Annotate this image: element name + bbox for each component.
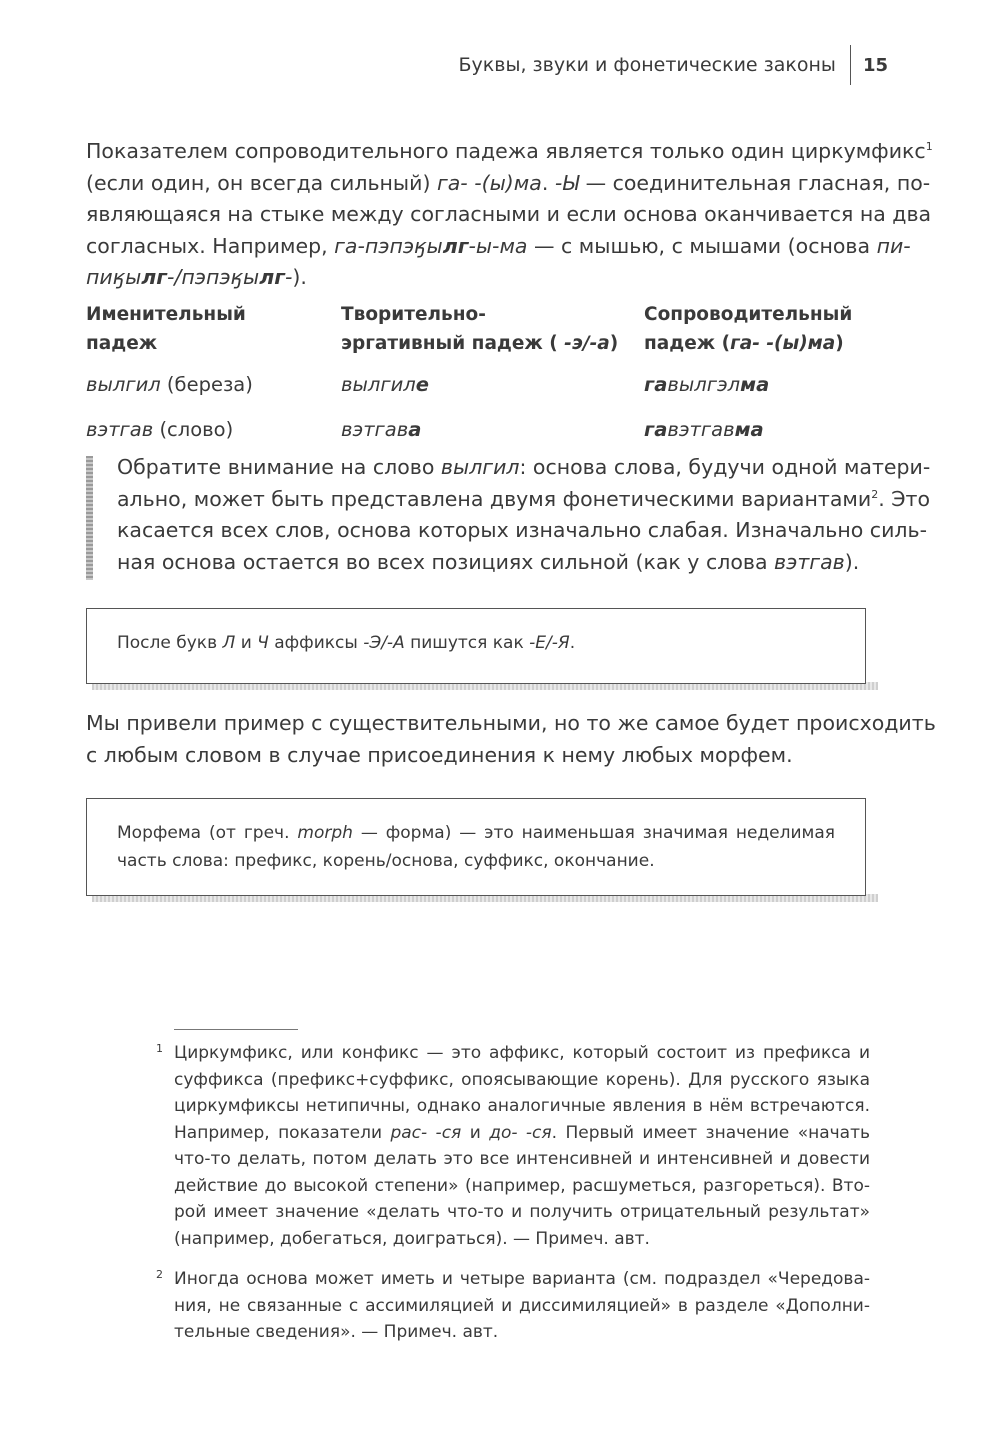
text-line: После букв Л и Ч аффиксы -Э/-А пишутся как -Е/-Я. xyxy=(117,633,576,653)
case-table-header xyxy=(86,300,870,360)
text-line: (например, добегаться, доиграться). — Примеч. авт. xyxy=(174,1228,650,1249)
text-line: циркумфиксы нетипичны, однако аналогичные явления в нём встречаются. xyxy=(174,1096,870,1116)
header-separator xyxy=(850,45,851,85)
footnote-rule xyxy=(174,1029,298,1030)
text-line: пиӄылг-/пэпэӄылг-). xyxy=(86,265,307,289)
text-line: касается всех слов, основа которых изначально слабая. Изначально силь- xyxy=(117,518,927,542)
header-nominative: Именительный падеж xyxy=(86,304,246,354)
table-row xyxy=(86,415,870,445)
text-line: Циркумфикс, или конфикс — это аффикс, который состоит из префикса и xyxy=(174,1043,870,1063)
cell-comitative: гавэтгавма xyxy=(644,418,764,441)
intro-paragraph xyxy=(86,136,933,294)
running-header xyxy=(459,48,888,82)
text-line: являющаяся на стыке между согласными и если основа оканчивается на два xyxy=(86,202,932,226)
text-line: ная основа остается во всех позициях сильной (как у слова вэтгав). xyxy=(117,549,860,574)
page-number: 15 xyxy=(862,54,888,76)
text-line: часть слова: префикс, корень/основа, суффикс, окончание. xyxy=(117,851,655,871)
note-side-bar xyxy=(86,456,93,580)
definition-box xyxy=(86,798,866,896)
footnote-mark: 1 xyxy=(156,1042,163,1055)
text-line: суффикса (префикс+суффикс, опоясывающие корень). Для русского языка xyxy=(174,1069,870,1090)
cell-nominative: вэтгав (слово) xyxy=(86,418,234,441)
header-instrumental: Творительно- эргативный падеж ( -э/-а) xyxy=(341,304,619,354)
chapter-title: Буквы, звуки и фонетические законы xyxy=(458,54,836,76)
rule-box xyxy=(86,608,866,684)
text-line: Мы привели пример с существительными, но то же самое будет происходить xyxy=(86,711,936,735)
text-line: (если один, он всегда сильный) га- -(ы)ма. -Ы — соединительная гласная, по- xyxy=(86,170,931,195)
footnote-ref-1[interactable]: 1 xyxy=(925,140,933,154)
text-line: с любым словом в случае присоединения к нему любых морфем. xyxy=(86,742,793,767)
cell-comitative: гавылгэлма xyxy=(644,373,770,396)
text-line: Например, показатели рас- -ся и до- -ся. Первый имеет значение «начать xyxy=(174,1122,871,1143)
text-line: Обратите внимание на слово вылгил: основа слова, будучи одной матери- xyxy=(117,455,931,479)
cell-instrumental: вылгиле xyxy=(341,373,429,396)
note-text xyxy=(117,452,931,578)
second-paragraph xyxy=(86,708,936,771)
header-comitative: Сопроводительный падеж (га- -(ы)ма) xyxy=(644,304,853,354)
text-line: Иногда основа может иметь и четыре варианта (см. подраздел «Чередова- xyxy=(174,1269,870,1289)
text-line: Морфема (от греч. morph — форма) — это наименьшая значимая неделимая xyxy=(117,823,836,843)
text-line: что-то делать, потом делать это все интенсивней и интенсивней и довести xyxy=(174,1149,870,1169)
footnote-1 xyxy=(156,1040,871,1252)
footnote-2 xyxy=(156,1266,870,1346)
text-line: согласных. Например, га-пэпэӄылг-ы-ма — с мышью, с мышами (основа пи- xyxy=(86,233,911,258)
footnote-ref-2[interactable]: 2 xyxy=(871,487,879,501)
text-line: ально, может быть представлена двумя фонетическими вариантами$^2$. Это xyxy=(117,486,931,511)
text-line: ния, не связанные с ассимиляцией и диссимиляцией» в разделе «Дополни- xyxy=(174,1295,870,1316)
cell-instrumental: вэтгава xyxy=(341,418,422,441)
text-line: Показателем сопроводительного падежа является только один циркумфикс$^1$ xyxy=(86,139,933,163)
text-line: тельные сведения». — Примеч. авт. xyxy=(174,1322,499,1342)
table-row xyxy=(86,370,870,400)
text-line: действие до высокой степени» (например, расшуметься, разгореться). Вто- xyxy=(174,1175,870,1196)
footnote-mark: 2 xyxy=(156,1268,163,1281)
text-line: рой имеет значение «делать что-то и получить отрицательный результат» xyxy=(174,1202,870,1222)
cell-nominative: вылгил (береза) xyxy=(86,373,253,396)
